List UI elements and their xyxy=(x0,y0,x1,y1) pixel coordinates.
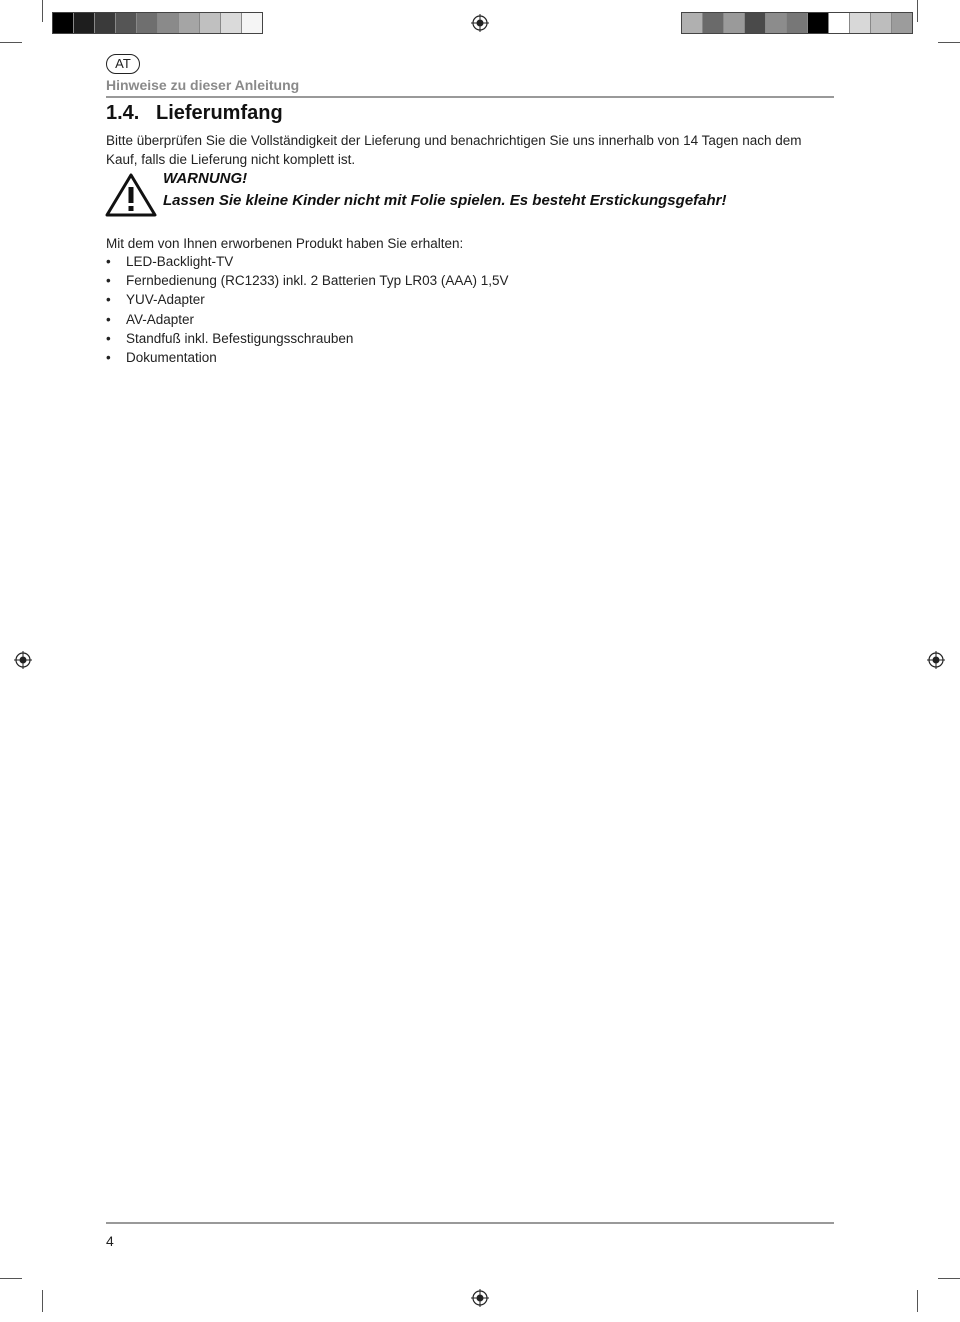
color-swatch xyxy=(95,13,116,33)
registration-mark-icon xyxy=(927,651,945,669)
list-item xyxy=(106,348,508,367)
registration-mark-icon xyxy=(471,14,489,32)
list-item xyxy=(106,310,508,329)
color-swatch xyxy=(74,13,95,33)
page-number: 4 xyxy=(106,1233,114,1249)
intro-paragraph: Bitte überprüfen Sie die Vollständigkeit der Lieferung und benachrichtigen Sie uns innerhalb von 14 Tagen nach dem Kauf, falls die Lieferung nicht komplett ist. xyxy=(106,133,802,167)
list-item-text: Standfuß inkl. Befestigungsschrauben xyxy=(126,330,354,346)
color-bar-left xyxy=(52,12,263,34)
language-badge: AT xyxy=(106,54,140,74)
color-swatch xyxy=(179,13,200,33)
footer-rule xyxy=(106,1222,834,1224)
color-swatch xyxy=(787,13,808,33)
list-item-text: YUV-Adapter xyxy=(126,292,205,308)
registration-mark-icon xyxy=(471,1289,489,1307)
bullet-icon: • xyxy=(106,311,111,327)
running-head: Hinweise zu dieser Anleitung xyxy=(106,77,300,93)
color-swatch xyxy=(892,13,912,33)
color-swatch xyxy=(724,13,745,33)
color-swatch xyxy=(850,13,871,33)
list-item-text: LED-Backlight-TV xyxy=(126,254,234,269)
color-swatch xyxy=(53,13,74,33)
color-swatch xyxy=(116,13,137,33)
bullet-icon: • xyxy=(106,292,111,308)
color-bar-right xyxy=(681,12,913,34)
bullet-icon: • xyxy=(106,254,111,269)
section-title-text: Lieferumfang xyxy=(156,102,283,124)
contents-intro: Mit dem von Ihnen erworbenen Produkt haben Sie erhalten: xyxy=(106,236,464,251)
color-swatch xyxy=(766,13,787,33)
bullet-icon: • xyxy=(106,330,111,346)
registration-mark-icon xyxy=(14,651,32,669)
color-swatch xyxy=(221,13,242,33)
color-swatch xyxy=(242,13,262,33)
color-swatch xyxy=(137,13,158,33)
list-item xyxy=(106,252,508,271)
section-title xyxy=(106,102,283,125)
bullet-icon: • xyxy=(106,350,111,366)
color-swatch xyxy=(808,13,829,33)
warning-triangle-icon xyxy=(105,173,157,217)
color-swatch xyxy=(682,13,703,33)
color-swatch xyxy=(200,13,221,33)
bullet-icon: • xyxy=(106,273,111,289)
color-swatch xyxy=(745,13,766,33)
list-item-text: AV-Adapter xyxy=(126,311,195,327)
color-swatch xyxy=(829,13,850,33)
header-rule xyxy=(106,96,834,98)
section-number: 1.4. xyxy=(106,102,140,124)
list-item-text: Dokumentation xyxy=(126,350,217,366)
list-item xyxy=(106,271,508,290)
color-swatch xyxy=(871,13,892,33)
color-swatch xyxy=(158,13,179,33)
color-swatch xyxy=(703,13,724,33)
warning-text: Lassen Sie kleine Kinder nicht mit Folie spielen. Es besteht Erstickungsgefahr! xyxy=(163,192,727,209)
list-item-text: Fernbedienung (RC1233) inkl. 2 Batterien Typ LR03 (AAA) 1,5V xyxy=(126,273,509,289)
warning-title: WARNUNG! xyxy=(163,170,248,187)
list-item xyxy=(106,329,508,348)
list-item xyxy=(106,290,508,309)
contents-list xyxy=(106,252,508,367)
